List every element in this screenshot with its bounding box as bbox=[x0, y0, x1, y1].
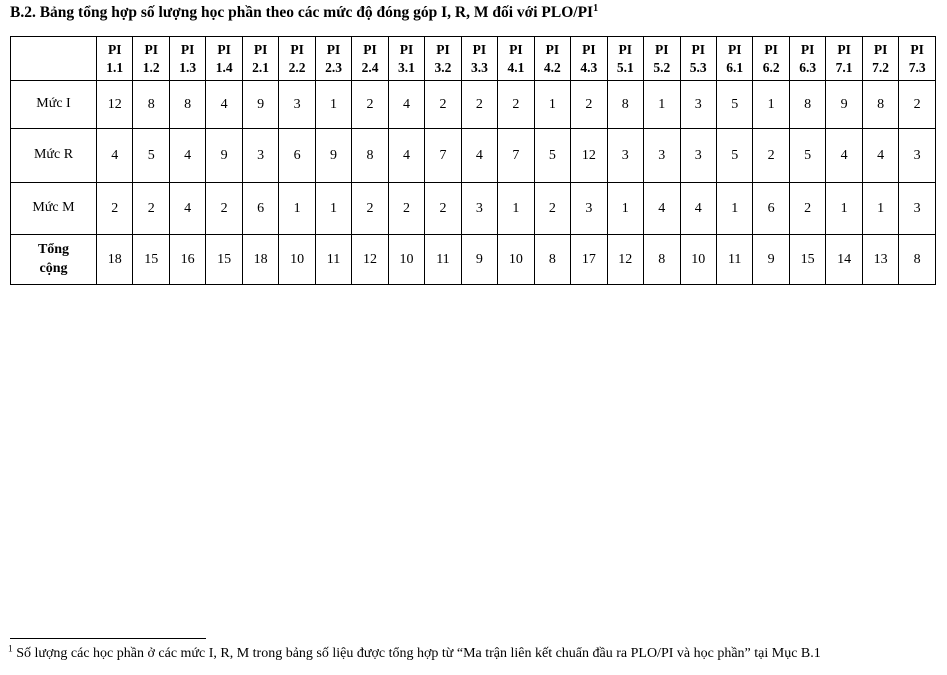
table-cell: 2 bbox=[534, 183, 570, 235]
column-header bbox=[789, 37, 825, 81]
column-header-line1: PI bbox=[107, 41, 122, 57]
footnote-separator-line bbox=[10, 638, 206, 639]
column-header-line2: 3.2 bbox=[434, 59, 452, 75]
column-header-line1: PI bbox=[873, 41, 888, 57]
table-cell: 14 bbox=[826, 235, 862, 285]
table-cell: 2 bbox=[789, 183, 825, 235]
corner-cell bbox=[11, 37, 97, 81]
table-cell: 4 bbox=[862, 129, 898, 183]
table-row bbox=[11, 235, 936, 285]
column-header-line1: PI bbox=[727, 41, 742, 57]
table-cell: 3 bbox=[680, 129, 716, 183]
table-cell: 3 bbox=[607, 129, 643, 183]
column-header bbox=[498, 37, 534, 81]
table-cell: 2 bbox=[461, 81, 497, 129]
table-cell: 6 bbox=[242, 183, 278, 235]
column-header-line2: 6.3 bbox=[799, 59, 817, 75]
table-cell: 3 bbox=[644, 129, 680, 183]
table-cell: 3 bbox=[899, 183, 936, 235]
table-cell: 4 bbox=[644, 183, 680, 235]
column-header-line2: 4.1 bbox=[507, 59, 525, 75]
table-cell: 2 bbox=[133, 183, 169, 235]
table-cell: 2 bbox=[425, 81, 461, 129]
table-cell: 3 bbox=[279, 81, 315, 129]
column-header bbox=[133, 37, 169, 81]
column-header bbox=[388, 37, 424, 81]
table-cell: 5 bbox=[133, 129, 169, 183]
table-cell: 1 bbox=[607, 183, 643, 235]
table-cell: 10 bbox=[388, 235, 424, 285]
table-cell: 3 bbox=[242, 129, 278, 183]
table-cell: 4 bbox=[388, 81, 424, 129]
table-cell: 17 bbox=[571, 235, 607, 285]
column-header bbox=[97, 37, 133, 81]
column-header-line1: PI bbox=[764, 41, 778, 57]
table-cell: 3 bbox=[571, 183, 607, 235]
column-header-line2: 1.1 bbox=[106, 59, 124, 75]
table-cell: 9 bbox=[461, 235, 497, 285]
row-label-text: Mức M bbox=[32, 200, 75, 216]
footnote-text bbox=[8, 645, 940, 663]
table-cell: 11 bbox=[425, 235, 461, 285]
table-cell: 12 bbox=[97, 81, 133, 129]
column-header bbox=[169, 37, 205, 81]
column-header-line2: 1.2 bbox=[142, 59, 160, 75]
column-header-line1: PI bbox=[509, 41, 523, 57]
column-header-line2: 2.1 bbox=[252, 59, 270, 75]
header-row bbox=[11, 37, 936, 81]
table-cell: 1 bbox=[315, 183, 351, 235]
column-header-line1: PI bbox=[436, 41, 450, 57]
column-header-line2: 4.2 bbox=[543, 59, 561, 75]
column-header-line2: 1.4 bbox=[215, 59, 233, 75]
row-label bbox=[11, 235, 97, 285]
column-header bbox=[425, 37, 461, 81]
table-cell: 15 bbox=[206, 235, 242, 285]
table-cell: 15 bbox=[789, 235, 825, 285]
table-cell: 2 bbox=[753, 129, 789, 183]
column-header bbox=[862, 37, 898, 81]
table-row bbox=[11, 183, 936, 235]
table-cell: 12 bbox=[607, 235, 643, 285]
table-cell: 2 bbox=[899, 81, 936, 129]
table-cell: 18 bbox=[97, 235, 133, 285]
column-header bbox=[534, 37, 570, 81]
table-cell: 1 bbox=[753, 81, 789, 129]
column-header-line1: PI bbox=[180, 41, 195, 57]
table-cell: 3 bbox=[680, 81, 716, 129]
column-header bbox=[753, 37, 789, 81]
column-header-line1: PI bbox=[910, 41, 924, 57]
table-cell: 5 bbox=[789, 129, 825, 183]
table-cell: 2 bbox=[571, 81, 607, 129]
column-header-line1: PI bbox=[837, 41, 851, 57]
column-header bbox=[571, 37, 607, 81]
column-header bbox=[461, 37, 497, 81]
table-cell: 6 bbox=[753, 183, 789, 235]
table-cell: 15 bbox=[133, 235, 169, 285]
table-cell: 10 bbox=[279, 235, 315, 285]
column-header-line1: PI bbox=[545, 41, 560, 57]
table-cell: 8 bbox=[133, 81, 169, 129]
table-cell: 11 bbox=[716, 235, 752, 285]
section-title bbox=[10, 4, 598, 22]
table-cell: 1 bbox=[315, 81, 351, 129]
table-cell: 4 bbox=[169, 129, 205, 183]
row-label-text: Mức R bbox=[33, 147, 74, 163]
table-cell: 4 bbox=[206, 81, 242, 129]
row-label bbox=[11, 81, 97, 129]
footnote-body: Số lượng các học phần ở các mức I, R, M trong bảng số liệu được tổng hợp từ “Ma trận liên kết chuẩn đầu ra PLO/PI và học phần” tại Mục B.1 bbox=[16, 646, 821, 661]
row-label-text: Mức I bbox=[36, 96, 71, 112]
table-cell: 4 bbox=[388, 129, 424, 183]
column-header bbox=[315, 37, 351, 81]
row-label bbox=[11, 129, 97, 183]
table-cell: 2 bbox=[388, 183, 424, 235]
column-header bbox=[716, 37, 752, 81]
table-cell: 8 bbox=[352, 129, 388, 183]
table-cell: 8 bbox=[862, 81, 898, 129]
table-cell: 8 bbox=[789, 81, 825, 129]
column-header bbox=[607, 37, 643, 81]
column-header-line1: PI bbox=[217, 41, 231, 57]
column-header-line1: PI bbox=[253, 41, 268, 57]
table-cell: 6 bbox=[279, 129, 315, 183]
column-header-line2: 3.1 bbox=[398, 59, 415, 75]
table-cell: 1 bbox=[826, 183, 862, 235]
column-header-line2: 3.3 bbox=[470, 59, 488, 75]
table-cell: 7 bbox=[425, 129, 461, 183]
table-cell: 4 bbox=[826, 129, 862, 183]
table-cell: 2 bbox=[97, 183, 133, 235]
column-header-line2: 5.3 bbox=[689, 59, 707, 75]
row-label bbox=[11, 183, 97, 235]
table-cell: 4 bbox=[169, 183, 205, 235]
table-cell: 1 bbox=[534, 81, 570, 129]
summary-table bbox=[10, 36, 936, 285]
column-header bbox=[352, 37, 388, 81]
column-header-line2: 4.3 bbox=[580, 59, 598, 75]
column-header-line1: PI bbox=[399, 41, 414, 57]
column-header-line2: 7.3 bbox=[908, 59, 926, 75]
table-cell: 2 bbox=[425, 183, 461, 235]
table-cell: 8 bbox=[607, 81, 643, 129]
title-footnote-ref: 1 bbox=[593, 2, 599, 14]
table-cell: 12 bbox=[352, 235, 388, 285]
column-header-line2: 6.2 bbox=[762, 59, 780, 75]
table-cell: 1 bbox=[644, 81, 680, 129]
column-header-line1: PI bbox=[618, 41, 633, 57]
column-header-line2: 2.4 bbox=[361, 59, 379, 75]
table-cell: 5 bbox=[534, 129, 570, 183]
column-header-line1: PI bbox=[655, 41, 669, 57]
table-cell: 12 bbox=[571, 129, 607, 183]
table-row bbox=[11, 81, 936, 129]
table-cell: 4 bbox=[680, 183, 716, 235]
table-cell: 9 bbox=[826, 81, 862, 129]
column-header-line1: PI bbox=[691, 41, 705, 57]
table-cell: 2 bbox=[206, 183, 242, 235]
column-header-line1: PI bbox=[582, 41, 596, 57]
table-cell: 1 bbox=[716, 183, 752, 235]
column-header-line2: 2.3 bbox=[325, 59, 342, 75]
table-cell: 11 bbox=[315, 235, 351, 285]
column-header-line2: 5.2 bbox=[653, 59, 671, 75]
table-body bbox=[11, 81, 936, 285]
table-cell: 1 bbox=[279, 183, 315, 235]
footnote-marker: 1 bbox=[8, 644, 13, 655]
column-header-line1: PI bbox=[800, 41, 815, 57]
table-cell: 2 bbox=[352, 183, 388, 235]
column-header bbox=[644, 37, 680, 81]
column-header-line2: 7.2 bbox=[872, 59, 890, 75]
column-header-line1: PI bbox=[363, 41, 377, 57]
table-cell: 13 bbox=[862, 235, 898, 285]
table-cell: 4 bbox=[97, 129, 133, 183]
column-header-line1: PI bbox=[144, 41, 158, 57]
table-cell: 9 bbox=[242, 81, 278, 129]
column-header bbox=[899, 37, 936, 81]
column-header-line2: 5.1 bbox=[616, 59, 634, 75]
column-header-line1: PI bbox=[326, 41, 341, 57]
table-row bbox=[11, 129, 936, 183]
column-header-line2: 1.3 bbox=[179, 59, 197, 75]
table-cell: 5 bbox=[716, 81, 752, 129]
table-cell: 1 bbox=[862, 183, 898, 235]
column-header bbox=[279, 37, 315, 81]
footnote bbox=[8, 638, 940, 663]
column-header-line2: 2.2 bbox=[288, 59, 306, 75]
table-cell: 2 bbox=[352, 81, 388, 129]
table-cell: 9 bbox=[206, 129, 242, 183]
table-cell: 2 bbox=[498, 81, 534, 129]
column-header bbox=[680, 37, 716, 81]
table-cell: 8 bbox=[169, 81, 205, 129]
column-header bbox=[826, 37, 862, 81]
column-header-line1: PI bbox=[290, 41, 304, 57]
table-cell: 4 bbox=[461, 129, 497, 183]
table-cell: 8 bbox=[534, 235, 570, 285]
column-header bbox=[242, 37, 278, 81]
table-cell: 8 bbox=[644, 235, 680, 285]
column-header-line2: 6.1 bbox=[726, 59, 744, 75]
column-header-line1: PI bbox=[472, 41, 487, 57]
table-cell: 8 bbox=[899, 235, 936, 285]
table-cell: 1 bbox=[498, 183, 534, 235]
table-cell: 5 bbox=[716, 129, 752, 183]
table-cell: 3 bbox=[461, 183, 497, 235]
table-cell: 16 bbox=[169, 235, 205, 285]
table-cell: 9 bbox=[753, 235, 789, 285]
table-cell: 3 bbox=[899, 129, 936, 183]
column-header-line2: 7.1 bbox=[835, 59, 853, 75]
table-cell: 18 bbox=[242, 235, 278, 285]
table-cell: 7 bbox=[498, 129, 534, 183]
row-label-text: Tổng cộng bbox=[37, 241, 70, 276]
table-cell: 10 bbox=[680, 235, 716, 285]
table-cell: 10 bbox=[498, 235, 534, 285]
column-header bbox=[206, 37, 242, 81]
section-title-text: B.2. Bảng tổng hợp số lượng học phần theo các mức độ đóng góp I, R, M đối với PLO/PI bbox=[10, 4, 594, 21]
table-cell: 9 bbox=[315, 129, 351, 183]
